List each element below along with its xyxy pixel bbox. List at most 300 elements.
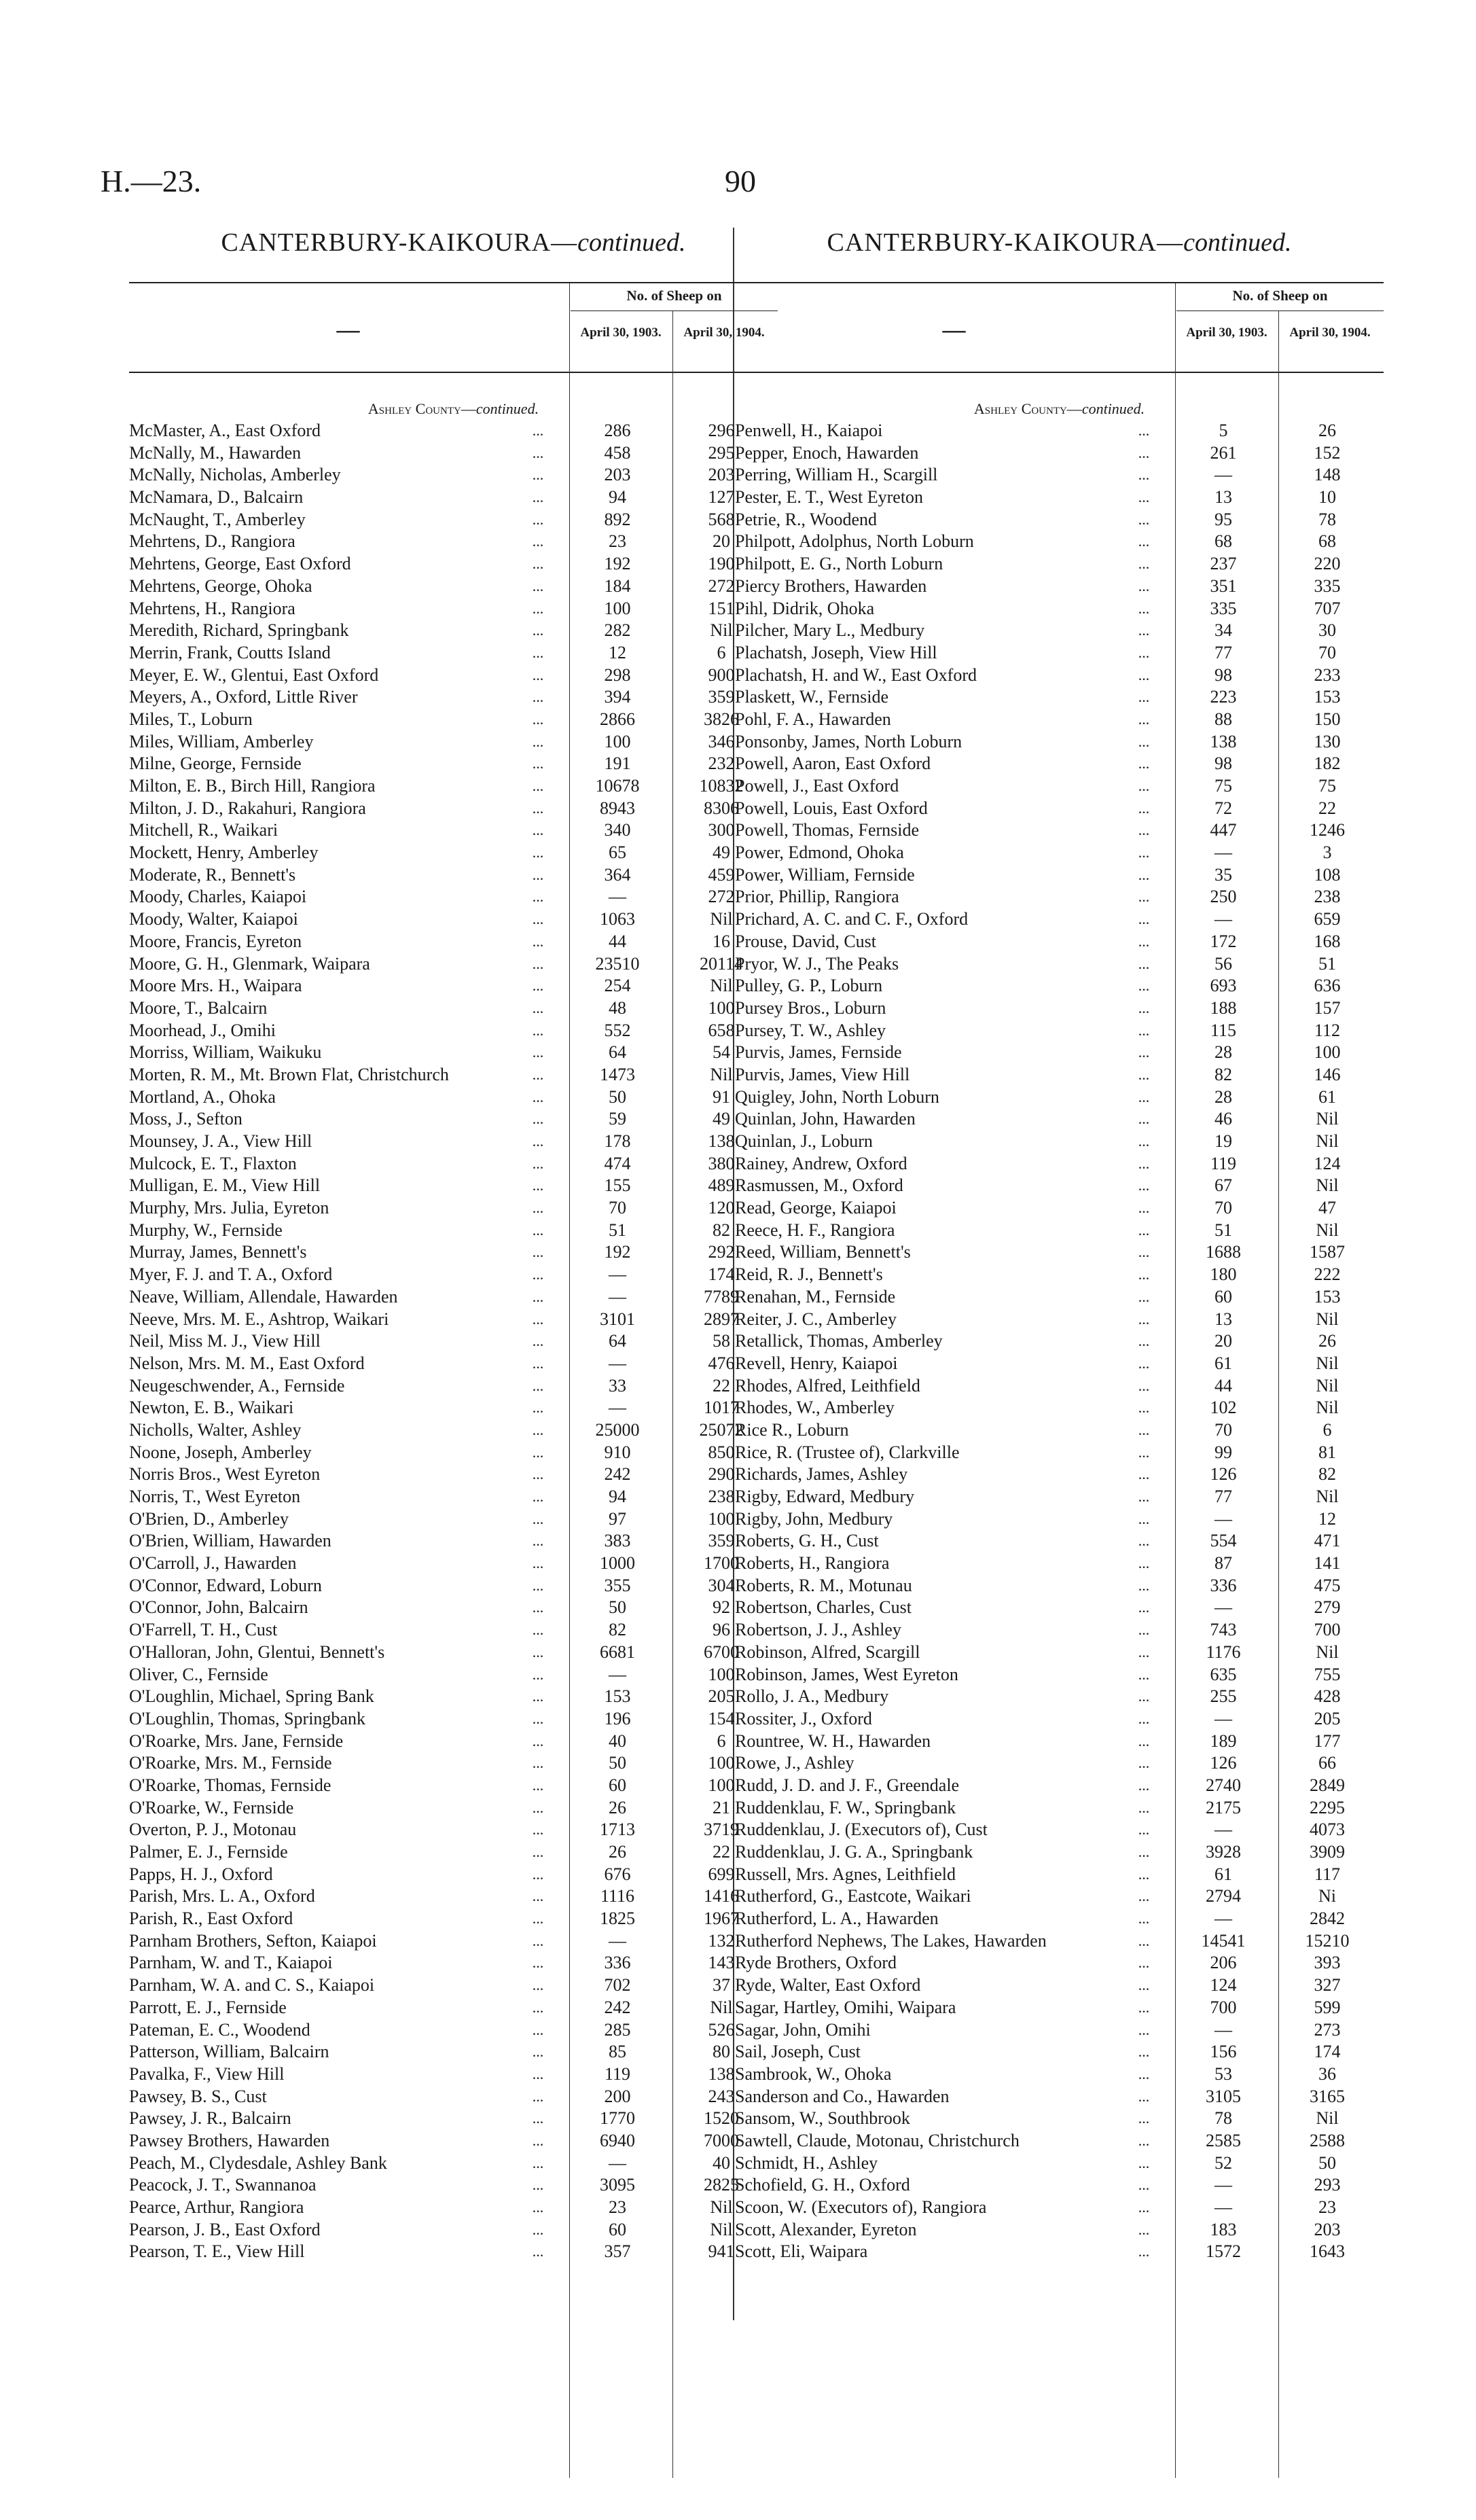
holder-name: Mulcock, E. T., Flaxton: [129, 1153, 297, 1173]
sheep-1903-value: 23510: [595, 953, 640, 974]
leader-dots: ...: [532, 1133, 544, 1150]
sheep-1904-value: Nil: [1316, 1353, 1339, 1373]
sheep-1903-value: 1176: [1206, 1641, 1241, 1662]
leader-dots: ...: [532, 732, 544, 750]
table-row: [735, 1042, 1384, 1064]
sheep-1904-value: 117: [1314, 1864, 1341, 1884]
holder-name: O'Connor, Edward, Loburn: [129, 1575, 322, 1595]
sheep-1903-value: 82: [609, 1620, 626, 1640]
leader-dots: ...: [1138, 1488, 1150, 1505]
leader-dots: ...: [532, 755, 544, 773]
sheep-1903-value: 77: [1214, 1487, 1232, 1506]
sheep-1903-value: 203: [604, 465, 631, 485]
leader-dots: ...: [1138, 422, 1150, 439]
table-row: [735, 664, 1384, 687]
table-row: [129, 464, 778, 486]
leader-dots: ...: [1138, 1821, 1150, 1839]
holder-name: Mehrtens, H., Rangiora: [129, 598, 295, 618]
right-section-heading: Ashley County—continued.: [973, 400, 1145, 417]
sheep-1904-value: 489: [708, 1175, 735, 1196]
leader-dots: ...: [532, 666, 544, 684]
leader-dots: ...: [532, 710, 544, 728]
sheep-1904-value: Nil: [1316, 1220, 1339, 1240]
table-row: [129, 1641, 778, 1664]
right-column: [735, 228, 1384, 2263]
table-row: [129, 1731, 778, 1753]
sheep-1903-value: 72: [1214, 798, 1232, 818]
sheep-1904-value: 1643: [1310, 2241, 1345, 2262]
table-row: [735, 1952, 1384, 1974]
sheep-1903-value: 50: [609, 1597, 626, 1618]
leader-dots: ...: [1138, 1332, 1150, 1350]
sheep-1904-value: Nil: [1316, 1398, 1339, 1418]
left-sheep-group-header: No. of Sheep on: [571, 287, 778, 311]
leader-dots: ...: [1138, 666, 1150, 684]
leader-dots: ...: [1138, 2131, 1150, 2149]
holder-name: Overton, P. J., Motonau: [129, 1820, 297, 1840]
sheep-1904-value: 82: [713, 1220, 730, 1240]
leader-dots: ...: [1138, 1288, 1150, 1305]
table-row: [129, 1175, 778, 1197]
holder-name: Rutherford, G., Eastcote, Waikari: [735, 1886, 971, 1906]
leader-dots: ...: [532, 1288, 544, 1305]
holder-name: Rountree, W. H., Hawarden: [735, 1731, 931, 1751]
sheep-1903-value: 115: [1210, 1020, 1237, 1040]
holder-name: Merrin, Frank, Coutts Island: [129, 642, 331, 662]
table-row: [735, 709, 1384, 731]
leader-dots: ...: [532, 1865, 544, 1883]
holder-name: Parish, R., East Oxford: [129, 1909, 293, 1929]
sheep-1904-value: 471: [1314, 1531, 1341, 1551]
sheep-1904-value: 112: [1314, 1020, 1341, 1040]
sheep-1904-value: 23: [1318, 2197, 1336, 2217]
sheep-1904-value: 54: [713, 1042, 730, 1063]
sheep-1904-value: 272: [708, 575, 735, 596]
leader-dots: ...: [532, 1976, 544, 1994]
leader-dots: ...: [532, 1021, 544, 1039]
sheep-1903-value: 70: [1214, 1419, 1232, 1440]
table-row: [735, 1486, 1384, 1508]
sheep-1903-value: 8943: [600, 798, 635, 818]
holder-name: Meyer, E. W., Glentui, East Oxford: [129, 664, 379, 685]
holder-name: Morriss, William, Waikuku: [129, 1042, 322, 1063]
leader-dots: ...: [1138, 888, 1150, 906]
sheep-1903-value: 10678: [595, 776, 640, 796]
holder-name: Murphy, Mrs. Julia, Eyreton: [129, 1198, 329, 1218]
sheep-1904-value: 941: [708, 2241, 735, 2262]
table-row: [735, 1419, 1384, 1442]
holder-name: Moss, J., Sefton: [129, 1109, 242, 1129]
table-row: [735, 1153, 1384, 1175]
table-row: [735, 2219, 1384, 2241]
sheep-1903-value: 2740: [1206, 1775, 1241, 1795]
holder-name: Pursey Bros., Loburn: [735, 997, 886, 1018]
sheep-1903-value: 46: [1214, 1109, 1232, 1129]
table-row: [129, 1020, 778, 1042]
sheep-1903-value: —: [1214, 1508, 1232, 1529]
holder-name: Pepper, Enoch, Hawarden: [735, 442, 919, 463]
table-row: [735, 553, 1384, 575]
sheep-1903-value: 394: [604, 687, 631, 707]
sheep-1903-value: —: [1214, 2019, 1232, 2040]
table-row: [129, 486, 778, 509]
sheep-1903-value: 34: [1214, 620, 1232, 641]
sheep-1904-value: 359: [708, 1531, 735, 1551]
leader-dots: ...: [532, 466, 544, 484]
sheep-1904-value: 304: [708, 1575, 735, 1595]
sheep-1904-value: 150: [1314, 709, 1341, 729]
leader-dots: ...: [1138, 1932, 1150, 1949]
holder-name: Schofield, G. H., Oxford: [735, 2175, 910, 2195]
sheep-1903-value: 126: [1210, 1753, 1237, 1773]
holder-name: Mehrtens, George, East Oxford: [129, 554, 351, 574]
sheep-1903-value: 44: [609, 931, 626, 951]
sheep-1904-value: 2588: [1310, 2130, 1345, 2150]
sheep-1903-value: 3105: [1206, 2086, 1241, 2106]
leader-dots: ...: [532, 1798, 544, 1816]
sheep-1903-value: 2866: [600, 709, 635, 729]
sheep-1903-value: 56: [1214, 953, 1232, 974]
holder-name: Ruddenklau, J. G. A., Springbank: [735, 1842, 973, 1862]
sheep-1904-value: 526: [708, 2019, 735, 2040]
sheep-1904-value: 152: [1314, 442, 1341, 463]
sheep-1903-value: 20: [1214, 1331, 1232, 1351]
holder-name: Reid, R. J., Bennett's: [735, 1264, 883, 1285]
sheep-1904-value: 3719: [704, 1820, 739, 1840]
table-row: [129, 2197, 778, 2219]
sheep-1903-value: 3095: [600, 2175, 635, 2195]
table-row: [735, 1797, 1384, 1820]
table-row: [735, 1508, 1384, 1531]
holder-name: Prior, Phillip, Rangiora: [735, 887, 899, 907]
table-row: [129, 1974, 778, 1997]
sheep-1904-value: 2842: [1310, 1909, 1345, 1929]
sheep-1904-value: 100: [708, 1753, 735, 1773]
sheep-1904-value: 346: [708, 731, 735, 751]
page-number: 90: [725, 164, 756, 198]
sheep-1903-value: 340: [604, 820, 631, 840]
holder-name: Mulligan, E. M., View Hill: [129, 1175, 321, 1196]
sheep-1904-value: 636: [1314, 976, 1341, 996]
sheep-1903-value: —: [609, 1664, 626, 1684]
leader-dots: ...: [532, 1576, 544, 1594]
leader-dots: ...: [532, 533, 544, 550]
table-row: [129, 2130, 778, 2152]
holder-name: Purvis, James, View Hill: [735, 1064, 910, 1084]
right-rows: [735, 420, 1384, 2263]
table-row: [129, 1797, 778, 1820]
holder-name: O'Roarke, Mrs. M., Fernside: [129, 1753, 332, 1773]
sheep-1903-value: 355: [604, 1575, 631, 1595]
sheep-1904-value: 272: [708, 887, 735, 907]
holder-name: Rhodes, Alfred, Leithfield: [735, 1375, 920, 1396]
leader-dots: ...: [532, 999, 544, 1016]
leader-dots: ...: [1138, 866, 1150, 883]
table-row: [735, 1708, 1384, 1731]
sheep-1903-value: —: [609, 1264, 626, 1285]
holder-name: Neeve, Mrs. M. E., Ashtrop, Waikari: [129, 1309, 389, 1329]
leader-dots: ...: [532, 1510, 544, 1527]
sheep-1904-value: 1587: [1310, 1242, 1345, 1262]
table-row: [129, 1375, 778, 1398]
leader-dots: ...: [1138, 999, 1150, 1016]
holder-name: O'Farrell, T. H., Cust: [129, 1620, 278, 1640]
table-row: [735, 1641, 1384, 1664]
sheep-1904-value: 1017: [704, 1398, 739, 1418]
holder-name: Ruddenklau, F. W., Springbank: [735, 1797, 956, 1817]
sheep-1904-value: 49: [713, 842, 730, 863]
sheep-1903-value: 743: [1210, 1620, 1237, 1640]
holder-name: Newton, E. B., Waikari: [129, 1398, 294, 1418]
leader-dots: ...: [532, 1421, 544, 1438]
sheep-1903-value: —: [1214, 909, 1232, 929]
holder-name: Scott, Alexander, Eyreton: [735, 2219, 917, 2239]
table-row: [735, 442, 1384, 465]
holder-name: O'Connor, John, Balcairn: [129, 1597, 308, 1618]
sheep-1903-value: 189: [1210, 1731, 1237, 1751]
table-row: [735, 2108, 1384, 2130]
sheep-1903-value: 364: [604, 864, 631, 885]
leader-dots: ...: [1138, 2110, 1150, 2127]
sheep-1904-value: 222: [1314, 1264, 1341, 1285]
holder-name: Parnham, W. and T., Kaiapoi: [129, 1953, 333, 1973]
holder-name: Scott, Eli, Waipara: [735, 2241, 868, 2262]
sheep-1904-value: 108: [1314, 864, 1341, 885]
sheep-1903-value: 298: [604, 664, 631, 685]
table-row: [735, 1775, 1384, 1797]
leader-dots: ...: [532, 910, 544, 928]
leader-dots: ...: [1138, 1621, 1150, 1639]
leader-dots: ...: [1138, 2176, 1150, 2194]
leader-dots: ...: [1138, 444, 1150, 461]
holder-name: Oliver, C., Fernside: [129, 1664, 268, 1684]
leader-dots: ...: [1138, 510, 1150, 528]
sheep-1903-value: 192: [604, 554, 631, 574]
table-row: [735, 2019, 1384, 2042]
leader-dots: ...: [532, 2065, 544, 2082]
table-row: [129, 886, 778, 908]
sheep-1904-value: 132: [708, 1930, 735, 1951]
table-row: [129, 509, 778, 531]
sheep-1903-value: 286: [604, 421, 631, 440]
leader-dots: ...: [1138, 622, 1150, 639]
holder-name: Moore, Francis, Eyreton: [129, 931, 302, 951]
sheep-1904-value: 100: [708, 1664, 735, 1684]
sheep-1904-value: 7789: [704, 1286, 739, 1307]
sheep-1904-value: 143: [708, 1953, 735, 1973]
sheep-1904-value: 203: [708, 465, 735, 485]
table-row: [129, 1486, 778, 1508]
sheep-1903-value: 153: [604, 1686, 631, 1707]
holder-name: Parnham, W. A. and C. S., Kaiapoi: [129, 1975, 375, 1995]
leader-dots: ...: [1138, 844, 1150, 862]
sheep-1904-value: 2849: [1310, 1775, 1345, 1795]
table-row: [735, 2174, 1384, 2197]
table-row: [735, 1108, 1384, 1131]
sheep-1904-value: 293: [1314, 2175, 1341, 2195]
sheep-1903-value: 13: [1214, 487, 1232, 508]
holder-name: Petrie, R., Woodend: [735, 509, 878, 529]
sheep-1903-value: 223: [1210, 687, 1237, 707]
holder-name: Revell, Henry, Kaiapoi: [735, 1353, 898, 1373]
table-row: [129, 1042, 778, 1064]
sheep-1904-value: 100: [708, 1508, 735, 1529]
table-row: [129, 997, 778, 1020]
left-column: [129, 228, 778, 2263]
table-row: [735, 1908, 1384, 1930]
table-row: [129, 1997, 778, 2019]
sheep-1904-value: 61: [1318, 1086, 1336, 1107]
sheep-1904-value: 182: [1314, 753, 1341, 774]
sheep-1903-value: 285: [604, 2019, 631, 2040]
table-row: [129, 1309, 778, 1331]
table-row: [735, 1330, 1384, 1353]
sheep-1904-value: 66: [1318, 1753, 1336, 1773]
sheep-1903-value: 97: [609, 1508, 626, 1529]
holder-name: Nelson, Mrs. M. M., East Oxford: [129, 1353, 365, 1373]
holder-name: Moody, Charles, Kaiapoi: [129, 887, 307, 907]
leader-dots: ...: [1138, 1776, 1150, 1794]
sheep-1904-value: 138: [708, 1131, 735, 1151]
sheep-1904-value: 2897: [704, 1309, 739, 1329]
leader-dots: ...: [1138, 643, 1150, 661]
sheep-1904-value: 141: [1314, 1553, 1341, 1574]
table-row: [129, 1952, 778, 1974]
table-row: [129, 1241, 778, 1264]
holder-name: Prichard, A. C. and C. F., Oxford: [735, 909, 969, 929]
sheep-1904-value: 232: [708, 753, 735, 774]
table-row: [129, 709, 778, 731]
holder-name: Moody, Walter, Kaiapoi: [129, 909, 298, 929]
sheep-1904-value: Nil: [710, 2197, 733, 2217]
leader-dots: ...: [1138, 1510, 1150, 1527]
table-row: [735, 1530, 1384, 1552]
table-row: [735, 1575, 1384, 1597]
sheep-1903-value: 65: [609, 842, 626, 863]
table-row: [735, 1597, 1384, 1619]
sheep-1903-value: 191: [604, 753, 631, 774]
leader-dots: ...: [532, 1154, 544, 1172]
leader-dots: ...: [1138, 1088, 1150, 1105]
sheep-1904-value: 75: [1318, 776, 1336, 796]
table-row: [129, 642, 778, 664]
leader-dots: ...: [1138, 1110, 1150, 1128]
sheep-1904-value: 205: [1314, 1708, 1341, 1728]
holder-name: Meredith, Richard, Springbank: [129, 620, 349, 641]
sheep-1904-value: 6: [717, 1731, 726, 1751]
holder-name: Reed, William, Bennett's: [735, 1242, 911, 1262]
sheep-1903-value: 85: [609, 2042, 626, 2062]
holder-name: Pohl, F. A., Hawarden: [735, 709, 891, 729]
leader-dots: ...: [1138, 1133, 1150, 1150]
sheep-1904-value: 205: [708, 1686, 735, 1707]
holder-name: Myer, F. J. and T. A., Oxford: [129, 1264, 333, 1285]
sheep-1903-value: 100: [604, 731, 631, 751]
sheep-1903-value: 82: [1214, 1064, 1232, 1084]
table-row: [735, 975, 1384, 997]
sheep-1904-value: 190: [708, 554, 735, 574]
sheep-1903-value: 60: [609, 1775, 626, 1795]
right-table-header: [735, 282, 1384, 373]
leader-dots: ...: [532, 1065, 544, 1083]
table-row: [129, 686, 778, 709]
sheep-1903-value: 188: [1210, 997, 1237, 1018]
holder-name: Ryde, Walter, East Oxford: [735, 1975, 921, 1995]
sheep-1903-value: 75: [1214, 776, 1232, 796]
sheep-1904-value: 10: [1318, 487, 1336, 508]
leader-dots: ...: [532, 932, 544, 950]
sheep-1904-value: 37: [713, 1975, 730, 1995]
sheep-1903-value: —: [1214, 1820, 1232, 1840]
sheep-1903-value: 94: [609, 1487, 626, 1506]
leader-dots: ...: [532, 1954, 544, 1972]
sheep-1904-value: 174: [708, 1264, 735, 1285]
table-row: [735, 1397, 1384, 1419]
leader-dots: ...: [1138, 1044, 1150, 1061]
leader-dots: ...: [532, 2243, 544, 2260]
sheep-1903-value: 35: [1214, 864, 1232, 885]
table-row: [735, 908, 1384, 931]
leader-dots: ...: [532, 2043, 544, 2061]
holder-name: Purvis, James, Fernside: [735, 1042, 902, 1063]
holder-name: Moore Mrs. H., Waipara: [129, 976, 302, 996]
sheep-1904-value: 81: [1318, 1442, 1336, 1462]
table-row: [129, 1508, 778, 1531]
holder-name: Norris, T., West Eyreton: [129, 1487, 301, 1506]
holder-name: McMaster, A., East Oxford: [129, 421, 321, 440]
sheep-1903-value: 23: [609, 2197, 626, 2217]
holder-name: Rowe, J., Ashley: [735, 1753, 854, 1773]
table-row: [735, 486, 1384, 509]
table-row: [129, 1131, 778, 1153]
sheep-1903-value: 51: [1214, 1220, 1232, 1240]
sheep-1904-value: Nil: [1316, 1309, 1339, 1329]
table-row: [129, 1597, 778, 1619]
leader-dots: ...: [1138, 732, 1150, 750]
holder-name: Mehrtens, D., Rangiora: [129, 531, 295, 552]
sheep-1904-value: 359: [708, 687, 735, 707]
sheep-1903-value: 13: [1214, 1309, 1232, 1329]
table-row: [735, 798, 1384, 820]
sheep-1903-value: 178: [604, 1131, 631, 1151]
leader-dots: ...: [532, 422, 544, 439]
table-row: [735, 1375, 1384, 1398]
holder-name: Pester, E. T., West Eyreton: [735, 487, 924, 508]
table-row: [129, 598, 778, 620]
sheep-1903-value: 28: [1214, 1086, 1232, 1107]
holder-name: Rigby, John, Medbury: [735, 1508, 893, 1529]
table-row: [129, 2219, 778, 2241]
table-row: [735, 531, 1384, 553]
sheep-1904-value: 26: [1318, 1331, 1336, 1351]
table-row: [735, 2130, 1384, 2152]
leader-dots: ...: [532, 577, 544, 594]
sheep-1903-value: 64: [609, 1042, 626, 1063]
holder-name: Patterson, William, Balcairn: [129, 2042, 329, 2062]
sheep-1903-value: 383: [604, 1531, 631, 1551]
sheep-1904-value: 3165: [1310, 2086, 1345, 2106]
sheep-1904-value: 120: [708, 1198, 735, 1218]
sheep-1904-value: 476: [708, 1353, 735, 1373]
leader-dots: ...: [1138, 932, 1150, 950]
table-row: [129, 1153, 778, 1175]
sheep-1904-value: 393: [1314, 1953, 1341, 1973]
holder-name: Pawsey, B. S., Cust: [129, 2086, 267, 2106]
holder-name: Pearce, Arthur, Rangiora: [129, 2197, 304, 2217]
sheep-1904-value: 15210: [1305, 1930, 1350, 1951]
table-row: [735, 1864, 1384, 1886]
leader-dots: ...: [1138, 799, 1150, 817]
